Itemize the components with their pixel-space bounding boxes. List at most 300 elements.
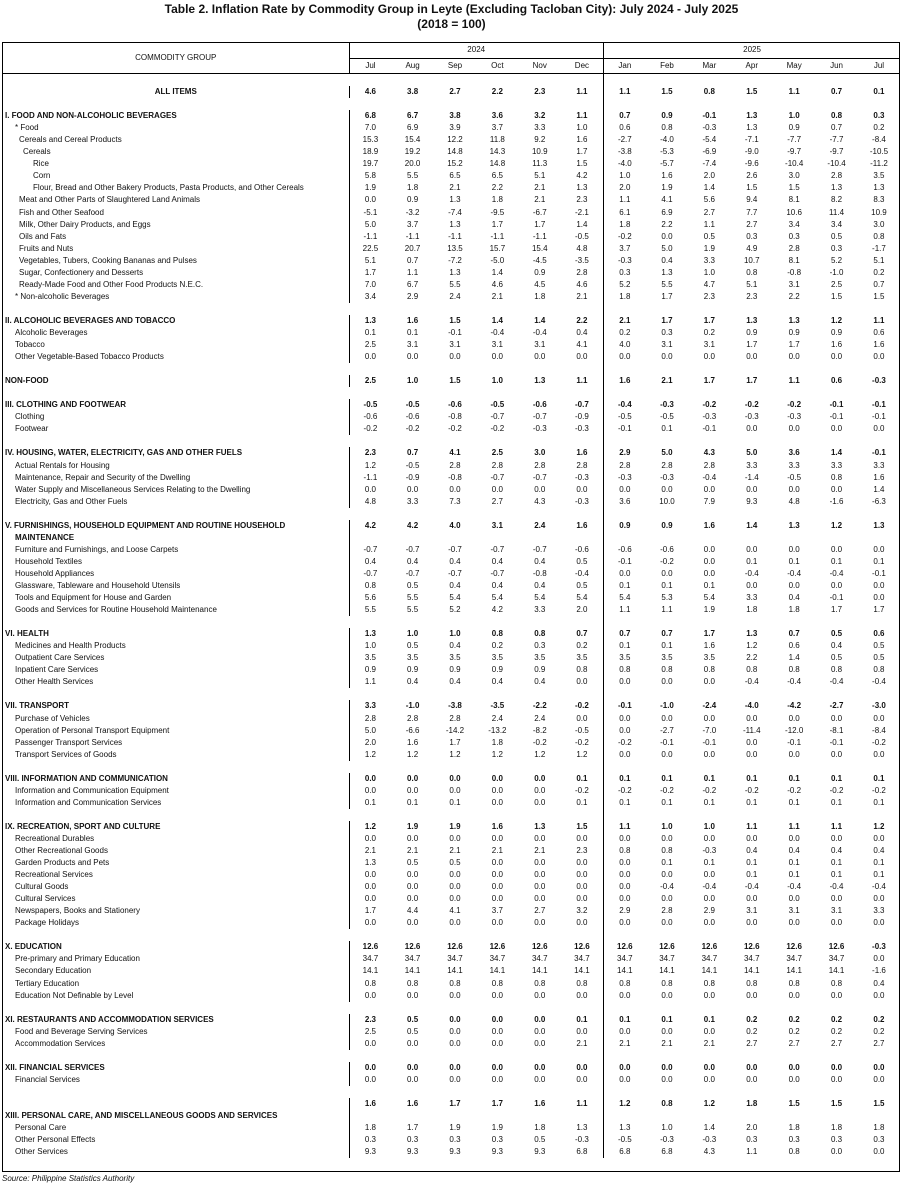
value-cell: 1.3 — [603, 1122, 645, 1134]
value-cell: 0.0 — [788, 713, 800, 723]
value-cell: 3.5 — [703, 653, 715, 663]
value-cell: 0.7 — [873, 279, 885, 289]
value-cell: 3.5 — [534, 653, 546, 663]
table-row — [3, 556, 900, 568]
value-cell: 2.3 — [576, 195, 588, 205]
value-cell: 1.7 — [703, 376, 715, 386]
value-cell: 0.0 — [349, 869, 391, 881]
value-cell: 12.6 — [574, 942, 590, 952]
value-cell: 0.2 — [746, 1026, 758, 1036]
table-row — [3, 869, 900, 881]
value-cell: 0.0 — [746, 484, 758, 494]
table-row — [3, 134, 900, 146]
value-cell: -0.3 — [603, 255, 645, 267]
value-cell: 2.8 — [703, 460, 715, 470]
value-cell: 0.8 — [661, 846, 673, 856]
value-cell: -0.2 — [660, 556, 674, 566]
value-cell: 1.6 — [661, 171, 673, 181]
table-row — [3, 315, 900, 327]
value-cell: 1.8 — [491, 737, 503, 747]
value-cell: 0.0 — [788, 990, 800, 1000]
value-cell: -0.6 — [405, 412, 420, 422]
value-cell: -2.1 — [575, 207, 589, 217]
value-cell: 0.8 — [661, 665, 673, 675]
value-cell: 19.7 — [349, 158, 391, 170]
value-cell: 0.0 — [661, 990, 673, 1000]
value-cell — [646, 1110, 688, 1122]
value-cell: -6.7 — [532, 207, 547, 217]
value-cell: 0.7 — [788, 629, 800, 639]
table-row — [3, 990, 900, 1002]
spacer-row — [3, 74, 900, 87]
value-cell: 0.8 — [449, 978, 461, 988]
value-cell: 7.7 — [746, 207, 758, 217]
value-cell: -1.1 — [405, 231, 420, 241]
value-cell: 0.7 — [830, 87, 843, 97]
value-cell: 2.1 — [703, 1038, 715, 1048]
value-cell: 1.8 — [534, 1123, 546, 1133]
value-cell: 6.7 — [407, 111, 419, 121]
value-cell: 1.1 — [576, 87, 588, 97]
value-cell: 0.0 — [830, 894, 843, 904]
value-cell: 2.0 — [349, 737, 391, 749]
value-cell: 0.1 — [830, 870, 843, 880]
value-cell: -4.0 — [744, 701, 759, 711]
value-cell: 15.2 — [447, 159, 463, 169]
value-cell: 3.7 — [407, 219, 419, 229]
value-cell: 0.0 — [349, 917, 391, 929]
commodity-label: Medicines and Health Products — [15, 641, 126, 651]
value-cell: -0.4 — [532, 328, 547, 337]
value-cell: 0.0 — [449, 918, 461, 928]
value-cell: 0.0 — [491, 1038, 503, 1048]
value-cell: 3.1 — [788, 906, 800, 916]
spacer-row — [3, 363, 900, 375]
value-cell: -0.4 — [744, 882, 759, 892]
value-cell: 2.1 — [661, 1038, 673, 1048]
value-cell: 3.1 — [491, 520, 503, 530]
value-cell: 0.0 — [746, 713, 758, 723]
value-cell: 2.3 — [576, 846, 588, 856]
value-cell: 0.0 — [576, 713, 588, 723]
value-cell: 9.3 — [491, 1147, 503, 1157]
value-cell: 1.7 — [661, 315, 673, 325]
value-cell: -1.1 — [490, 231, 505, 241]
table-row — [3, 544, 900, 556]
table-row — [3, 857, 900, 869]
commodity-label: Pre-primary and Primary Education — [15, 954, 140, 964]
value-cell: 2.8 — [491, 460, 503, 470]
value-cell: 0.5 — [830, 231, 843, 241]
value-cell: 0.0 — [603, 1074, 645, 1086]
value-cell: 1.4 — [873, 484, 885, 494]
value-cell: 0.4 — [449, 677, 461, 687]
value-cell: -0.5 — [787, 472, 802, 482]
value-cell: 0.8 — [788, 1147, 800, 1157]
commodity-label: Cereals — [23, 147, 51, 157]
value-cell: 15.3 — [349, 134, 391, 146]
value-cell: 0.2 — [788, 1014, 800, 1024]
commodity-label: Secondary Education — [15, 966, 92, 976]
value-cell: 0.4 — [449, 580, 461, 590]
value-cell — [519, 1110, 561, 1122]
value-cell: -0.1 — [787, 737, 802, 747]
value-cell: 2.1 — [576, 291, 588, 301]
value-cell: 3.1 — [788, 279, 800, 289]
value-cell: 0.1 — [873, 858, 885, 868]
value-cell: 2.8 — [576, 267, 588, 277]
value-cell: 5.4 — [491, 593, 503, 603]
table-body — [3, 74, 900, 1159]
value-cell: 0.0 — [491, 785, 503, 795]
table-row — [3, 917, 900, 929]
value-cell: 3.5 — [349, 652, 391, 664]
value-cell: 0.1 — [788, 797, 800, 807]
value-cell: 1.1 — [576, 111, 588, 121]
value-cell: 3.8 — [449, 111, 461, 121]
value-cell: 2.1 — [491, 846, 503, 856]
value-cell: 12.6 — [659, 942, 675, 952]
commodity-label: Sugar, Confectionery and Desserts — [19, 267, 144, 277]
value-cell: 0.1 — [873, 773, 885, 783]
value-cell: 5.2 — [603, 279, 645, 291]
value-cell: 0.8 — [349, 580, 391, 592]
value-cell: 1.3 — [449, 195, 461, 205]
commodity-label: Operation of Personal Transport Equipment — [15, 725, 170, 735]
value-cell: 0.0 — [603, 893, 645, 905]
value-cell: 4.2 — [349, 520, 391, 532]
spacer-row — [3, 809, 900, 821]
value-cell: 1.0 — [491, 376, 503, 386]
value-cell: 2.6 — [746, 171, 758, 181]
value-cell: 0.0 — [349, 351, 391, 363]
value-cell: 3.6 — [491, 111, 503, 121]
value-cell: -12.0 — [785, 725, 804, 735]
value-cell: 1.2 — [407, 749, 419, 759]
value-cell — [434, 1110, 476, 1122]
value-cell: 12.6 — [531, 942, 548, 952]
value-cell: 0.0 — [788, 1062, 800, 1072]
value-cell: 1.0 — [788, 111, 800, 121]
value-cell: -0.5 — [660, 412, 674, 422]
subtitle-text: (2018 = 100) — [417, 17, 486, 31]
value-cell: 0.0 — [873, 833, 885, 843]
commodity-label: Milk, Other Dairy Products, and Eggs — [19, 219, 151, 229]
commodity-label: Information and Communication Equipment — [15, 785, 169, 795]
value-cell: 1.3 — [746, 123, 758, 133]
value-cell: 8.2 — [830, 195, 843, 205]
month-header: Nov — [519, 58, 561, 74]
value-cell: 2.2 — [661, 219, 673, 229]
value-cell: -1.1 — [532, 231, 547, 241]
value-cell: 0.0 — [407, 484, 419, 494]
value-cell: -0.8 — [448, 412, 462, 422]
value-cell: 2.7 — [746, 219, 758, 229]
value-cell: -6.9 — [702, 147, 717, 157]
value-cell: -0.8 — [448, 472, 462, 482]
table-row — [3, 1014, 900, 1026]
value-cell: 0.0 — [746, 580, 758, 590]
value-cell: 0.3 — [830, 243, 843, 253]
value-cell: 2.1 — [534, 183, 546, 193]
value-cell: 3.1 — [534, 340, 546, 350]
value-cell: 11.4 — [829, 207, 845, 217]
table-row — [3, 219, 900, 231]
table-row — [3, 170, 900, 182]
value-cell: 0.8 — [703, 665, 715, 675]
value-cell: 0.4 — [534, 556, 546, 566]
table-row — [3, 953, 900, 965]
value-cell: -7.1 — [744, 135, 759, 145]
value-cell: 2.4 — [491, 713, 503, 723]
value-cell: -7.4 — [448, 207, 462, 217]
value-cell: 2.8 — [534, 460, 546, 470]
value-cell: 34.7 — [603, 953, 645, 965]
value-cell: 2.1 — [576, 1038, 588, 1048]
value-cell: -0.1 — [872, 568, 886, 578]
value-cell: 0.0 — [873, 580, 885, 590]
value-cell: -1.0 — [829, 267, 844, 277]
value-cell — [519, 532, 561, 544]
value-cell: 0.0 — [449, 352, 461, 362]
value-cell: 0.0 — [491, 918, 503, 928]
value-cell: -8.4 — [872, 135, 886, 145]
value-cell: 0.1 — [746, 797, 758, 807]
value-cell: 1.5 — [788, 183, 800, 193]
value-cell: 0.8 — [603, 664, 645, 676]
value-cell: -0.7 — [490, 568, 505, 578]
value-cell: 0.0 — [576, 1026, 588, 1036]
value-cell: 0.0 — [407, 882, 419, 892]
value-cell: 14.1 — [531, 966, 548, 976]
spacer-row — [3, 688, 900, 700]
value-cell: 1.3 — [830, 183, 843, 193]
value-cell: 2.5 — [830, 279, 843, 289]
value-cell: 3.3 — [873, 906, 885, 916]
value-cell: 3.3 — [703, 255, 715, 265]
value-cell: 0.0 — [491, 484, 503, 494]
commodity-label: Education Not Definable by Level — [15, 990, 134, 1000]
value-cell: 1.7 — [703, 315, 715, 325]
commodity-label: Accommodation Services — [15, 1038, 106, 1048]
table-row — [3, 905, 900, 917]
value-cell: 2.8 — [788, 243, 800, 253]
value-cell: 0.0 — [830, 1074, 843, 1084]
value-cell: -0.8 — [532, 568, 547, 578]
table-row — [3, 351, 900, 363]
value-cell: -7.7 — [829, 135, 844, 145]
value-cell: 20.7 — [404, 243, 421, 253]
value-cell: 1.6 — [830, 340, 843, 350]
value-cell: 0.0 — [449, 882, 461, 892]
value-cell: 0.1 — [603, 580, 645, 592]
value-cell: 0.6 — [788, 641, 800, 651]
value-cell: 14.1 — [574, 966, 590, 976]
value-cell: 0.1 — [576, 797, 588, 807]
commodity-label: VI. HEALTH — [5, 629, 49, 639]
value-cell — [773, 1110, 815, 1122]
table-row — [3, 749, 900, 761]
value-cell: 0.3 — [349, 1134, 391, 1146]
value-cell: 3.1 — [491, 340, 503, 350]
value-cell: 2.3 — [703, 291, 715, 301]
value-cell: 1.5 — [746, 87, 758, 97]
value-cell: 1.7 — [576, 147, 588, 157]
value-cell: 1.8 — [746, 605, 758, 615]
commodity-label: Cultural Goods — [15, 882, 69, 892]
value-cell: 0.0 — [576, 918, 588, 928]
table-row — [3, 279, 900, 291]
value-cell: -0.2 — [702, 785, 717, 795]
commodity-label: XII. FINANCIAL SERVICES — [5, 1062, 105, 1072]
value-cell: 0.0 — [603, 990, 645, 1002]
value-cell: 34.7 — [701, 954, 718, 964]
value-cell: -0.6 — [532, 400, 547, 410]
value-cell: 0.0 — [349, 990, 391, 1002]
value-cell: 0.0 — [576, 990, 588, 1000]
value-cell: -0.7 — [532, 412, 547, 422]
value-cell: 0.8 — [349, 978, 391, 990]
commodity-label: NON-FOOD — [5, 376, 49, 386]
value-cell: 4.2 — [407, 520, 419, 530]
commodity-label: Electricity, Gas and Other Fuels — [15, 496, 128, 506]
value-cell: 0.1 — [603, 773, 645, 785]
table-row — [3, 821, 900, 833]
value-cell: -0.4 — [702, 472, 717, 482]
value-cell: -1.4 — [744, 472, 759, 482]
value-cell: 0.0 — [491, 833, 503, 843]
value-cell: 1.7 — [746, 340, 758, 350]
value-cell — [476, 532, 518, 544]
value-cell: 0.1 — [746, 556, 758, 566]
value-cell: -9.7 — [787, 147, 802, 157]
value-cell: 0.0 — [873, 894, 885, 904]
value-cell: -9.6 — [744, 159, 759, 169]
value-cell: 0.0 — [603, 1062, 645, 1074]
value-cell: 4.1 — [449, 906, 461, 916]
value-cell: 0.0 — [873, 954, 885, 964]
value-cell: 0.2 — [576, 641, 588, 651]
table-row — [3, 447, 900, 459]
value-cell: 0.0 — [603, 725, 645, 737]
value-cell: -0.3 — [702, 846, 717, 856]
value-cell: 0.0 — [746, 737, 758, 747]
value-cell: -0.3 — [575, 496, 589, 506]
value-cell: 34.7 — [574, 954, 590, 964]
value-cell: 1.6 — [576, 448, 588, 458]
value-cell: 9.4 — [746, 195, 758, 205]
value-cell: 11.3 — [532, 159, 548, 169]
value-cell: -0.4 — [744, 568, 759, 578]
value-cell: 1.4 — [703, 1123, 715, 1133]
value-cell: 14.1 — [786, 966, 802, 976]
value-cell: 0.1 — [703, 797, 715, 807]
value-cell: -3.8 — [603, 146, 645, 158]
value-cell: -0.7 — [405, 568, 420, 578]
value-cell: 0.4 — [407, 556, 419, 566]
value-cell: 2.0 — [576, 605, 588, 615]
value-cell: 0.0 — [449, 1038, 461, 1048]
value-cell: 0.1 — [746, 773, 758, 783]
value-cell: 3.2 — [576, 906, 588, 916]
value-cell: -0.5 — [575, 231, 589, 241]
value-cell: 0.5 — [873, 641, 885, 651]
value-cell: 0.0 — [603, 484, 645, 496]
value-cell: -0.2 — [532, 737, 547, 747]
table-row — [3, 327, 900, 339]
value-cell: 0.1 — [703, 773, 715, 783]
value-cell: 0.0 — [703, 352, 715, 362]
value-cell: 0.0 — [830, 1062, 843, 1072]
value-cell: -9.0 — [744, 147, 759, 157]
value-cell: 2.4 — [534, 713, 546, 723]
value-cell: 2.4 — [534, 520, 546, 530]
value-cell: -2.2 — [532, 701, 547, 711]
value-cell: 1.7 — [788, 340, 800, 350]
value-cell: 0.8 — [873, 665, 885, 675]
value-cell: 5.5 — [407, 593, 419, 603]
value-cell: 0.0 — [407, 1062, 419, 1072]
value-cell: 3.3 — [788, 460, 800, 470]
value-cell: -0.2 — [702, 400, 717, 410]
commodity-label: Other Services — [15, 1147, 68, 1157]
table-row — [3, 941, 900, 953]
value-cell: 0.1 — [407, 797, 419, 807]
value-cell: 0.1 — [661, 580, 673, 590]
value-cell: 0.0 — [491, 1026, 503, 1036]
value-cell: 0.0 — [534, 990, 546, 1000]
value-cell: 0.0 — [830, 580, 843, 590]
commodity-label: Food and Beverage Serving Services — [15, 1026, 148, 1036]
value-cell: 5.5 — [661, 279, 673, 289]
value-cell: 5.1 — [873, 255, 885, 265]
value-cell: 1.8 — [788, 605, 800, 615]
commodity-label: Garden Products and Pets — [15, 858, 110, 868]
month-header: Sep — [434, 58, 476, 74]
value-cell: 1.9 — [491, 1123, 503, 1133]
value-cell: 3.1 — [661, 340, 673, 350]
value-cell: 8.1 — [788, 255, 800, 265]
month-header: Feb — [646, 58, 688, 74]
table-row — [3, 664, 900, 676]
value-cell: 0.9 — [746, 328, 758, 337]
value-cell: 2.9 — [703, 906, 715, 916]
value-cell — [561, 532, 603, 544]
commodity-label: Water Supply and Miscellaneous Services Relating to the Dwelling — [15, 484, 251, 494]
value-cell: -3.5 — [490, 701, 505, 711]
value-cell: 0.0 — [661, 677, 673, 687]
value-cell: 0.1 — [873, 797, 885, 807]
value-cell: 0.0 — [491, 773, 503, 783]
value-cell: 0.5 — [830, 629, 843, 639]
value-cell: 0.0 — [873, 749, 885, 759]
value-cell: -0.1 — [603, 700, 645, 712]
value-cell: -1.6 — [872, 966, 886, 976]
table-row — [3, 110, 900, 122]
value-cell: 1.1 — [788, 87, 800, 97]
value-cell — [603, 1110, 645, 1122]
commodity-label: Clothing — [15, 412, 45, 422]
value-cell: -0.1 — [702, 111, 717, 121]
value-cell: 9.2 — [534, 135, 546, 145]
value-cell: 1.0 — [449, 629, 461, 639]
value-cell: 0.9 — [830, 328, 843, 337]
value-cell: 1.5 — [746, 183, 758, 193]
value-cell: 0.1 — [746, 870, 758, 880]
value-cell: 0.1 — [349, 797, 391, 809]
value-cell: -0.4 — [660, 882, 674, 892]
value-cell: 0.0 — [661, 1026, 673, 1036]
